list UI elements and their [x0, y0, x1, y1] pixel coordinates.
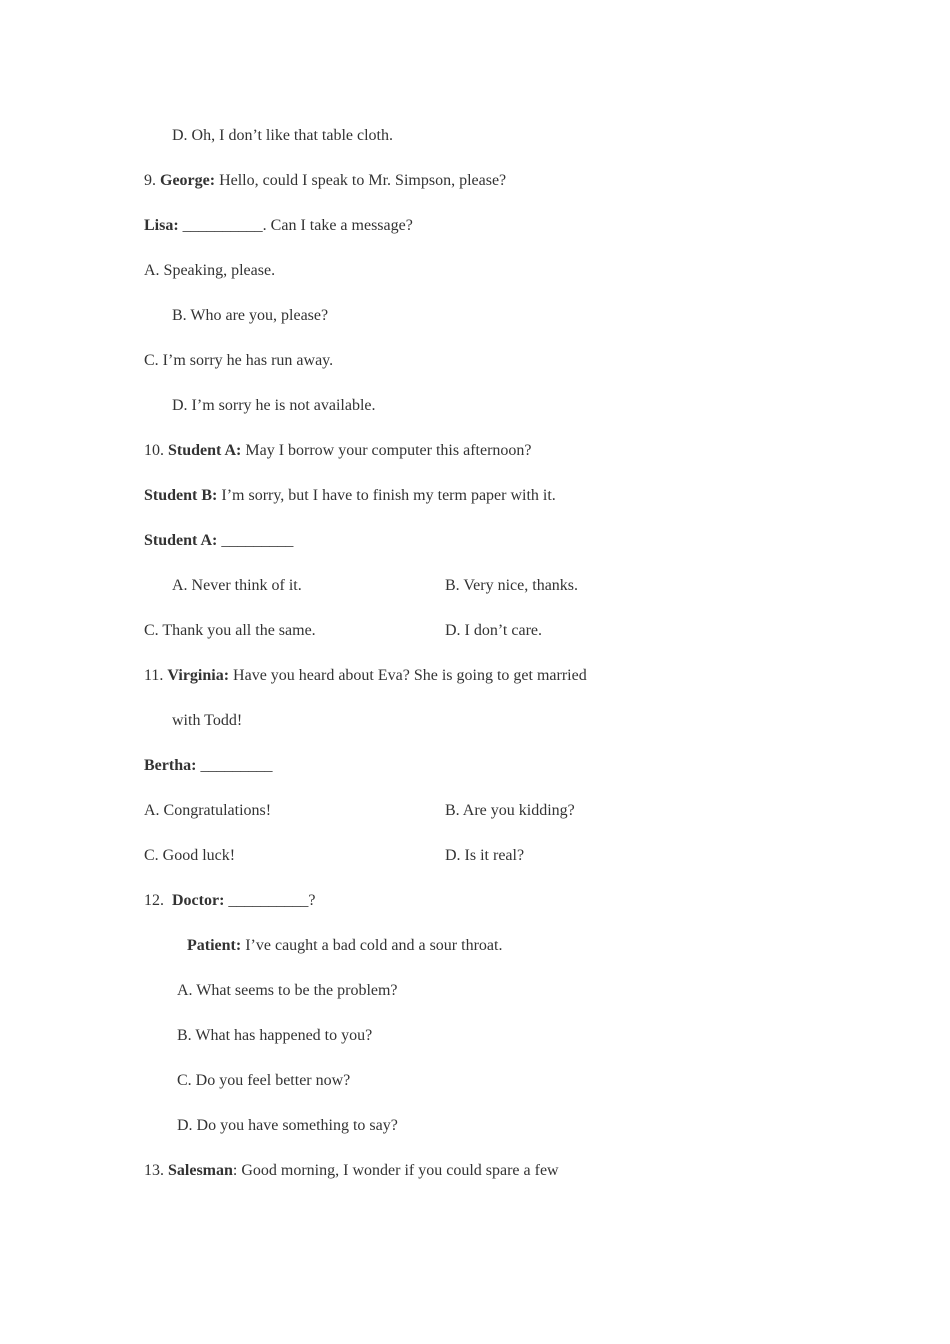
q9-option-b: B. Who are you, please? [172, 307, 329, 324]
q12-option-d: D. Do you have something to say? [177, 1117, 398, 1134]
q11-option-b: B. Are you kidding? [445, 802, 575, 819]
q11-line-virginia-cont: with Todd! [172, 712, 243, 729]
dialogue-text: __________? [224, 892, 316, 909]
speaker-label: Virginia: [167, 667, 230, 684]
q10-option-b: B. Very nice, thanks. [445, 577, 579, 594]
speaker-label: Student A: [168, 442, 242, 459]
question-number: 10. [144, 442, 168, 459]
dialogue-text: __________. Can I take a message? [178, 217, 413, 234]
q10-option-d: D. I don’t care. [445, 622, 542, 639]
q9-option-c: C. I’m sorry he has run away. [144, 352, 334, 369]
speaker-label: Student A: [144, 532, 218, 549]
q12-option-a: A. What seems to be the problem? [177, 982, 398, 999]
dialogue-text: Hello, could I speak to Mr. Simpson, please? [215, 172, 507, 189]
q8-option-d: D. Oh, I don’t like that table cloth. [172, 127, 393, 144]
q9-option-a: A. Speaking, please. [144, 262, 276, 279]
q13-line-salesman [144, 1161, 559, 1181]
speaker-label: Student B: [144, 487, 218, 504]
dialogue-text: _________ [217, 532, 294, 549]
question-number: 13. [144, 1162, 168, 1179]
dialogue-text: May I borrow your computer this afternoon? [241, 442, 532, 459]
q9-option-d: D. I’m sorry he is not available. [172, 397, 376, 414]
speaker-label: Lisa: [144, 217, 179, 234]
q10-line-student-a-reply [144, 531, 293, 551]
q11-line-virginia [144, 666, 587, 686]
q12-line-doctor [144, 891, 316, 911]
q11-option-a: A. Congratulations! [144, 802, 272, 819]
q10-option-c: C. Thank you all the same. [144, 622, 316, 639]
q9-line-george [144, 171, 506, 191]
q12-option-b: B. What has happened to you? [177, 1027, 373, 1044]
speaker-label: Salesman [168, 1162, 233, 1179]
dialogue-text: _________ [196, 757, 273, 774]
q12-option-c: C. Do you feel better now? [177, 1072, 351, 1089]
q10-line-student-b [144, 486, 556, 506]
q10-line-student-a [144, 441, 532, 461]
q11-option-c: C. Good luck! [144, 847, 236, 864]
speaker-label: Doctor: [172, 892, 225, 909]
speaker-label: Bertha: [144, 757, 197, 774]
speaker-label: George: [160, 172, 216, 189]
dialogue-text: : Good morning, I wonder if you could spare a few [232, 1162, 559, 1179]
q9-line-lisa [144, 216, 413, 236]
q10-option-a: A. Never think of it. [172, 577, 302, 594]
speaker-label: Patient: [187, 937, 242, 954]
dialogue-text: I’m sorry, but I have to finish my term paper with it. [217, 487, 556, 504]
dialogue-text: Have you heard about Eva? She is going to get married [229, 667, 587, 684]
q11-option-d: D. Is it real? [445, 847, 525, 864]
q12-line-patient [187, 936, 502, 956]
question-number: 12. [144, 892, 172, 909]
question-number: 11. [144, 667, 168, 684]
dialogue-text: I’ve caught a bad cold and a sour throat. [241, 937, 503, 954]
question-number: 9. [144, 172, 160, 189]
q11-line-bertha [144, 756, 272, 776]
